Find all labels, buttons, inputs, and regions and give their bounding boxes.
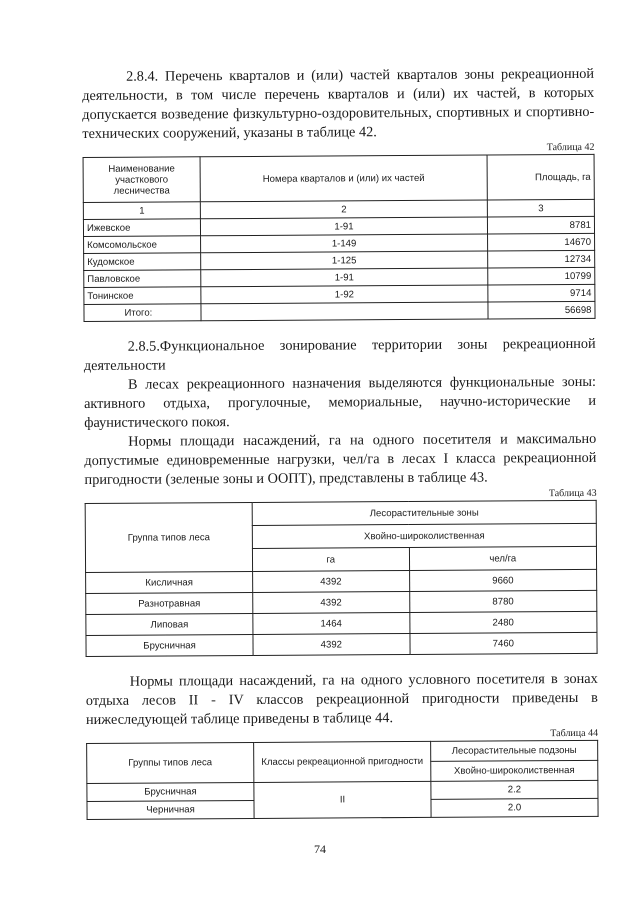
area: 10799 <box>488 267 595 285</box>
table-43-header-ha: га <box>252 548 409 572</box>
section-2-8-5-para-2: Нормы площади насаждений, га на одного посетителя и максимально допустимые единовременные нагрузки, чел/га в лесах I класса рекреационной пригодности (зеленые зоны и ООПТ), представлены в таблице 43. <box>84 430 597 488</box>
forestry-name: Павловское <box>84 270 201 288</box>
table-42-header-area: Площадь, га <box>487 154 594 200</box>
table-44-header-classes: Классы рекреационной пригодности <box>254 741 431 782</box>
load-per-ha: 9660 <box>409 569 597 591</box>
section-2-8-5-title: 2.8.5.Функциональное зонирование территории зоны рекреационной деятельности <box>83 335 596 374</box>
forestry-name: Ижевское <box>83 219 200 237</box>
table-42-colnum: 2 <box>200 200 487 219</box>
forest-group: Разнотравная <box>86 592 253 614</box>
forest-group: Брусничная <box>87 782 254 801</box>
table-42-colnum: 3 <box>487 199 594 217</box>
table-42-header-forestry: Наименование участкового лесничества <box>83 157 200 203</box>
table-42 <box>83 154 596 322</box>
table-44 <box>86 740 598 820</box>
table-44-caption: Таблица 44 <box>550 727 599 740</box>
total-area: 56698 <box>488 301 595 319</box>
forest-group: Липовая <box>86 613 253 635</box>
quarters: 1-125 <box>201 251 488 270</box>
load-per-ha: 8780 <box>409 590 597 612</box>
forest-group: Черничная <box>87 800 254 819</box>
quarters: 1-91 <box>201 268 488 287</box>
norm-value: 2.0 <box>431 798 598 817</box>
forestry-name: Кудомское <box>84 253 201 271</box>
load-per-ha: 2480 <box>409 611 597 633</box>
table-43-header-group: Группа типов леса <box>85 502 252 572</box>
table-43-caption: Таблица 43 <box>548 487 597 500</box>
quarters: 1-92 <box>201 285 488 304</box>
table-42-colnum: 1 <box>83 202 200 220</box>
load-per-ha: 7460 <box>410 632 598 654</box>
area: 9714 <box>488 284 595 302</box>
quarters: 1-149 <box>201 234 488 253</box>
table-44-header-groups: Группы типов леса <box>87 742 254 783</box>
recreation-class: II <box>254 781 431 818</box>
table-43-header-zones: Лесорастительные зоны <box>252 500 596 525</box>
area-ha: 4392 <box>253 571 410 593</box>
forest-group: Брусничная <box>86 634 253 656</box>
table-42-caption: Таблица 42 <box>546 141 595 154</box>
table-44-intro-paragraph: Нормы площади насаждений, га на одного условного посетителя в зонах отдыха лесов II - IV классов рекреационной пригодности приведены в нижеследующей таблице приведены в таблице 44. <box>85 670 598 728</box>
area-ha: 4392 <box>253 634 410 656</box>
document-page <box>82 65 599 820</box>
table-43-header-load: чел/га <box>409 546 597 570</box>
table-43-header-subzone: Хвойно-широколиственная <box>252 523 596 548</box>
area: 8781 <box>487 216 594 234</box>
table-42-header-quarters: Номера кварталов и (или) их частей <box>200 155 487 202</box>
forestry-name: Тонинское <box>84 287 201 305</box>
table-43 <box>85 500 598 657</box>
section-2-8-5-para-1: В лесах рекреационного назначения выделяются функциональные зоны: активного отдыха, прогулочные, мемориальные, научно-исторические и фаунистического покоя. <box>84 373 597 431</box>
total-label: Итого: <box>84 304 201 322</box>
table-44-header-zones: Лесорастительные подзоны <box>431 740 598 761</box>
table-row <box>86 632 597 656</box>
table-44-header-subzone: Хвойно-широколиственная <box>431 760 598 781</box>
forest-group: Кисличная <box>86 571 253 593</box>
area: 12734 <box>488 250 595 268</box>
area: 14670 <box>488 233 595 251</box>
total-empty-cell <box>201 302 488 321</box>
area-ha: 1464 <box>253 613 410 635</box>
section-2-8-4-paragraph: 2.8.4. Перечень кварталов и (или) частей кварталов зоны рекреационной деятельности, в том числе перечень кварталов и (или) их частей, в которых допускается возведение физкультурно-оздоровительных, спортивных и спортивно-технических сооружений, указаны в таблице 42. <box>82 65 595 142</box>
forestry-name: Комсомольское <box>84 236 201 254</box>
page-number: 74 <box>314 842 326 856</box>
quarters: 1-91 <box>200 217 487 236</box>
area-ha: 4392 <box>253 592 410 614</box>
norm-value: 2.2 <box>431 780 598 799</box>
